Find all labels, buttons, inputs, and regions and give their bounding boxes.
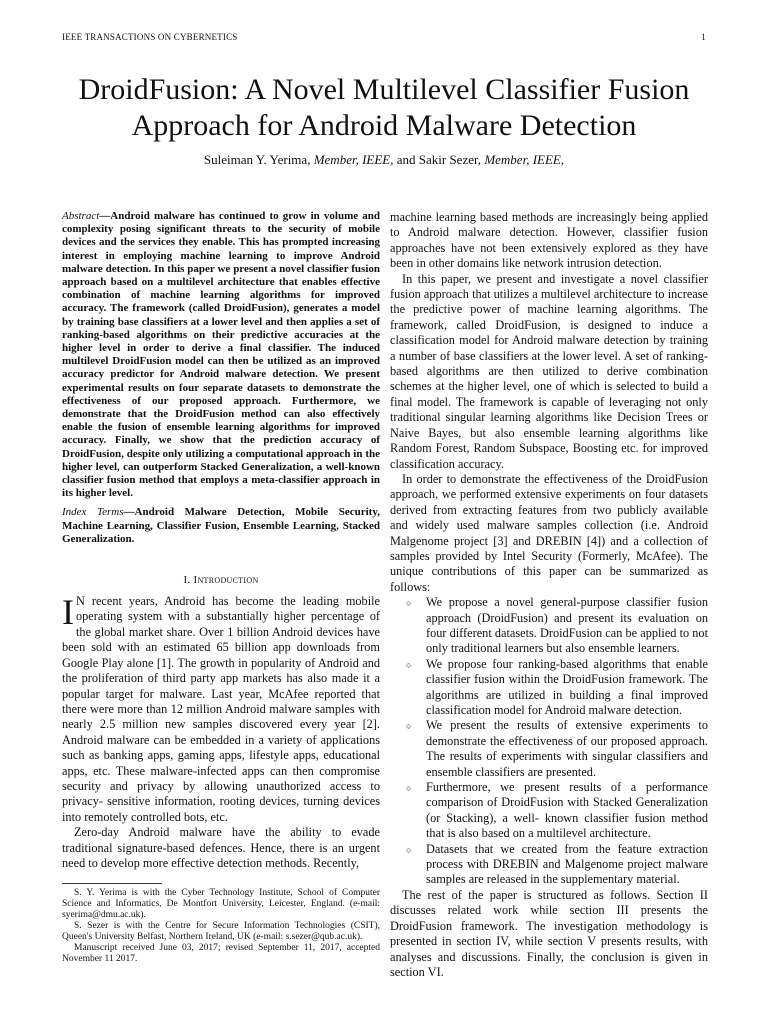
list-item: ○ We propose four ranking-based algorithms that enable classifier fusion within the DroidFusion framework. The algorithms are utilized in building a final improved classification model for Android malware detection. [426, 657, 708, 719]
list-item: ○ We present the results of extensive experiments to demonstrate the effectiveness of our proposed approach. The results of experiments with singular classifiers and ensemble classifiers are presented. [426, 718, 708, 780]
abstract-label: Abstract [62, 210, 100, 222]
intro-paragraph-1 [62, 594, 380, 825]
list-item: ○ Datasets that we created from the feature extraction process with DREBIN and Malgenome project malware samples are released in the supplementary material. [426, 842, 708, 888]
left-column [62, 210, 380, 965]
journal-name: IEEE TRANSACTIONS ON CYBERNETICS [62, 32, 238, 42]
author-2-role: Member, IEEE, [484, 152, 565, 167]
index-terms: Index Terms—Android Malware Detection, Mobile Security, Machine Learning, Classifier Fusion, Ensemble Learning, Stacked Generalization. [62, 506, 380, 545]
abstract-text: Android malware has continued to grow in volume and complexity posing significant threats to the security of mobile devices and the services they enable. This has prompted increasing interest in employing machine learning to improve Android malware detection. In this paper we present a novel classifier fusion approach based on a multilevel architecture that enables effective combination of machine learning algorithms for improved accuracy. The framework (called DroidFusion), generates a model by training base classifiers at a lower level and then applies a set of ranking-based algorithms on their predictive accuracies at the higher level in order to derive a final classifier. The induced multilevel DroidFusion model can then be utilized as an improved accuracy predictor for Android malware detection. We present experimental results on four separate datasets to demonstrate the effectiveness of our proposed approach. Furthermore, we demonstrate that the DroidFusion method can also effectively enable the fusion of ensemble learning algorithms for improved accuracy. Finally, we show that the prediction accuracy of DroidFusion, despite only utilizing a computational approach in the higher level, can outperform Stacked Generalization, a well-known classifier fusion method that employs a meta-classifier approach in its higher level. [62, 210, 380, 500]
footnote-manuscript: Manuscript received June 03, 2017; revised September 11, 2017, accepted November 11 2017. [62, 943, 380, 965]
title-line-2: Approach for Android Malware Detection [131, 109, 637, 142]
paragraph-this-paper: In this paper, we present and investigate a novel classifier fusion approach that utilizes a multilevel architecture to increase the predictive power of machine learning algorithms. The framework, called DroidFusion, is designed to induce a classification model for Android malware detection by training a number of base classifiers at the lower level. A set of ranking-based algorithms are then utilized to derive combination schemes at the higher level, one of which is selected to build a final model. The framework is capable of leveraging not only traditional singular learning algorithms like Decision Trees or Naive Bayes, but also ensemble learning algorithms like Random Forest, Random Subspace, Boosting etc. for improved classification accuracy. [390, 271, 708, 471]
footnote-divider [62, 883, 162, 884]
author-conjunction: and [396, 152, 416, 167]
title-line-1: DroidFusion: A Novel Multilevel Classifier Fusion [78, 73, 690, 106]
paragraph-continued: machine learning based methods are increasingly being applied to Android malware detection. However, classifier fusion approaches have not been extensively explored as they have been in other domains like network intrusion detection. [390, 210, 708, 271]
author-1-role: Member, IEEE, [313, 152, 394, 167]
list-item: ○ We propose a novel general-purpose classifier fusion approach (DroidFusion) and present its evaluation on four different datasets. DroidFusion can be applied to not only traditional learners but also ensemble learners. [426, 595, 708, 657]
abstract: Abstract—Android malware has continued to grow in volume and complexity posing significant threats to the security of mobile devices and the services they enable. This has prompted increasing interest in employing machine learning to improve Android malware detection. In this paper we present a novel classifier fusion approach based on a multilevel architecture that enables effective combination of machine learning algorithms for improved accuracy. The framework (called DroidFusion), generates a model by training base classifiers at a lower level and then applies a set of ranking-based algorithms on their predictive accuracies at the higher level in order to derive a final classifier. The induced multilevel DroidFusion model can then be utilized as an improved accuracy predictor for Android malware detection. We present experimental results on four separate datasets to demonstrate the effectiveness of our proposed approach. Furthermore, we demonstrate that the DroidFusion method can also effectively enable the fusion of ensemble learning algorithms for improved accuracy. Finally, we show that the prediction accuracy of DroidFusion, despite only utilizing a computational approach in the higher level, can outperform Stacked Generalization, a well-known classifier fusion method that employs a meta-classifier approach in its higher level. [62, 210, 380, 500]
footnote-author-2: S. Sezer is with the Centre for Secure Information Technologies (CSIT), Queen's University Belfast, Northern Ireland, UK (e-mail: s.sezer@qub.ac.uk). [62, 921, 380, 943]
right-column [390, 210, 708, 980]
list-item: ○ Furthermore, we present results of a performance comparison of DroidFusion with Stacked Generalization (or Stacking), a well- known classifier fusion method that is also based on a multilevel architecture. [426, 780, 708, 842]
section-heading-introduction: I. Introduction [183, 574, 259, 587]
author-list [40, 152, 728, 168]
intro-paragraph-1-text: N recent years, Android has become the leading mobile operating system with a substantially higher percentage of the global market share. Over 1 billion Android devices have been sold with an estimated 65 billion app downloads from Google Play alone [1]. The growth in popularity of Android and the proliferation of third party app markets has also made it a popular target for malware. Last year, McAfee reported that there were more than 12 million Android malware samples with nearly 2.5 million new samples discovered every year [2]. Android malware can be embedded in a variety of applications such as banking apps, gaming apps, lifestyle apps, educational apps, etc. These malware-infected apps can then compromise security and privacy by allowing unauthorized access to privacy- sensitive information, rooting devices, turning devices into remotely controlled bots, etc. [62, 594, 380, 824]
contributions-list [390, 595, 708, 888]
drop-cap: I [62, 592, 74, 633]
author-1: Suleiman Y. Yerima, [203, 152, 311, 167]
running-header [62, 32, 706, 42]
page-number: 1 [701, 32, 706, 42]
index-terms-text: Android Malware Detection, Mobile Security, Machine Learning, Classifier Fusion, Ensemble Learning, Stacked Generalization. [62, 506, 380, 545]
paragraph-demonstrate: In order to demonstrate the effectiveness of the DroidFusion approach, we performed extensive experiments on four datasets derived from extracting features from two publicly available and widely used malware samples collection (i.e. Android Malgenome project [3] and DREBIN [4]) and a collection of samples provided by Intel Security (Formerly, McAfee). The unique contributions of this paper can be summarized as follows: [390, 471, 708, 594]
footnote-author-1: S. Y. Yerima is with the Cyber Technology Institute, School of Computer Science and Informatics, De Montfort University, Leicester, England. (e-mail: syerima@dmu.ac.uk). [62, 888, 380, 921]
paragraph-structure: The rest of the paper is structured as follows. Section II discusses related work while section III presents the DroidFusion framework. The investigation methodology is presented in section IV, while section V presents results, with analyses and discussions. Finally, the conclusion is given in section VI. [390, 887, 708, 979]
introduction-body [62, 594, 380, 871]
intro-paragraph-2: Zero-day Android malware have the ability to evade traditional signature-based defences. Hence, there is an urgent need to develop more effective detection methods. Recently, [62, 825, 380, 870]
index-terms-label: Index Terms [62, 506, 124, 519]
footnotes [62, 888, 380, 965]
paper-title [40, 72, 728, 144]
author-2: Sakir Sezer, [418, 152, 482, 167]
